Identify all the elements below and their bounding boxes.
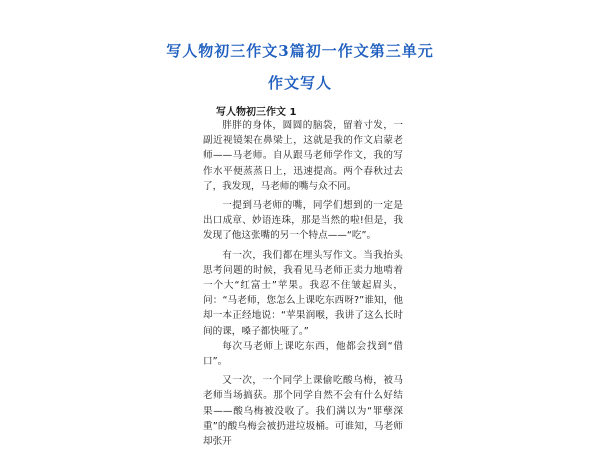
paragraph-4: 每次马老师上课吃东西，他都会找到“借口”。 — [203, 340, 403, 368]
document-subtitle: 作文写人 — [267, 74, 332, 92]
paragraph-2: 一提到马老师的嘴，同学们想到的一定是出口成章、妙语连珠，那是当然的啦!但是，我发现了他这张嘴的另一个特点——“吃”。 — [203, 200, 403, 242]
section-heading: 写人物初三作文 1 — [216, 107, 297, 118]
document-body — [203, 118, 403, 449]
paragraph-1: 胖胖的身体，圆圆的脑袋，留着寸发，一副近视镜架在鼻梁上，这就是我的作文启蒙老师——马老师。自从跟马老师学作文，我的写作水平便蒸蒸日上，迅速提高。两个春秋过去了，我发现，马老师的嘴与众不同。 — [203, 120, 403, 192]
paragraph-5: 又一次，一个同学上课偷吃酸乌梅，被马老师当场搞获。那个同学自然不会有什么好结果——酸乌梅被没收了。我们满以为“罪孽深重”的酸乌梅会被扔进垃圾桶。可谁知，马老师却张开 — [203, 375, 403, 448]
paragraph-3: 有一次，我们都在埋头写作文。当我抬头思考问题的时候，我看见马老师正卖力地啃着一个大“红富士”苹果。我忍不住皱起眉头，问：“马老师，您怎么上课吃东西呀?”谁知，他却一本正经地说：“苹果润喉，我讲了这么长时间的课，嗓子都快哑了。” — [203, 249, 403, 337]
document-title: 写人物初三作文3篇初一作文第三单元 — [166, 42, 434, 60]
